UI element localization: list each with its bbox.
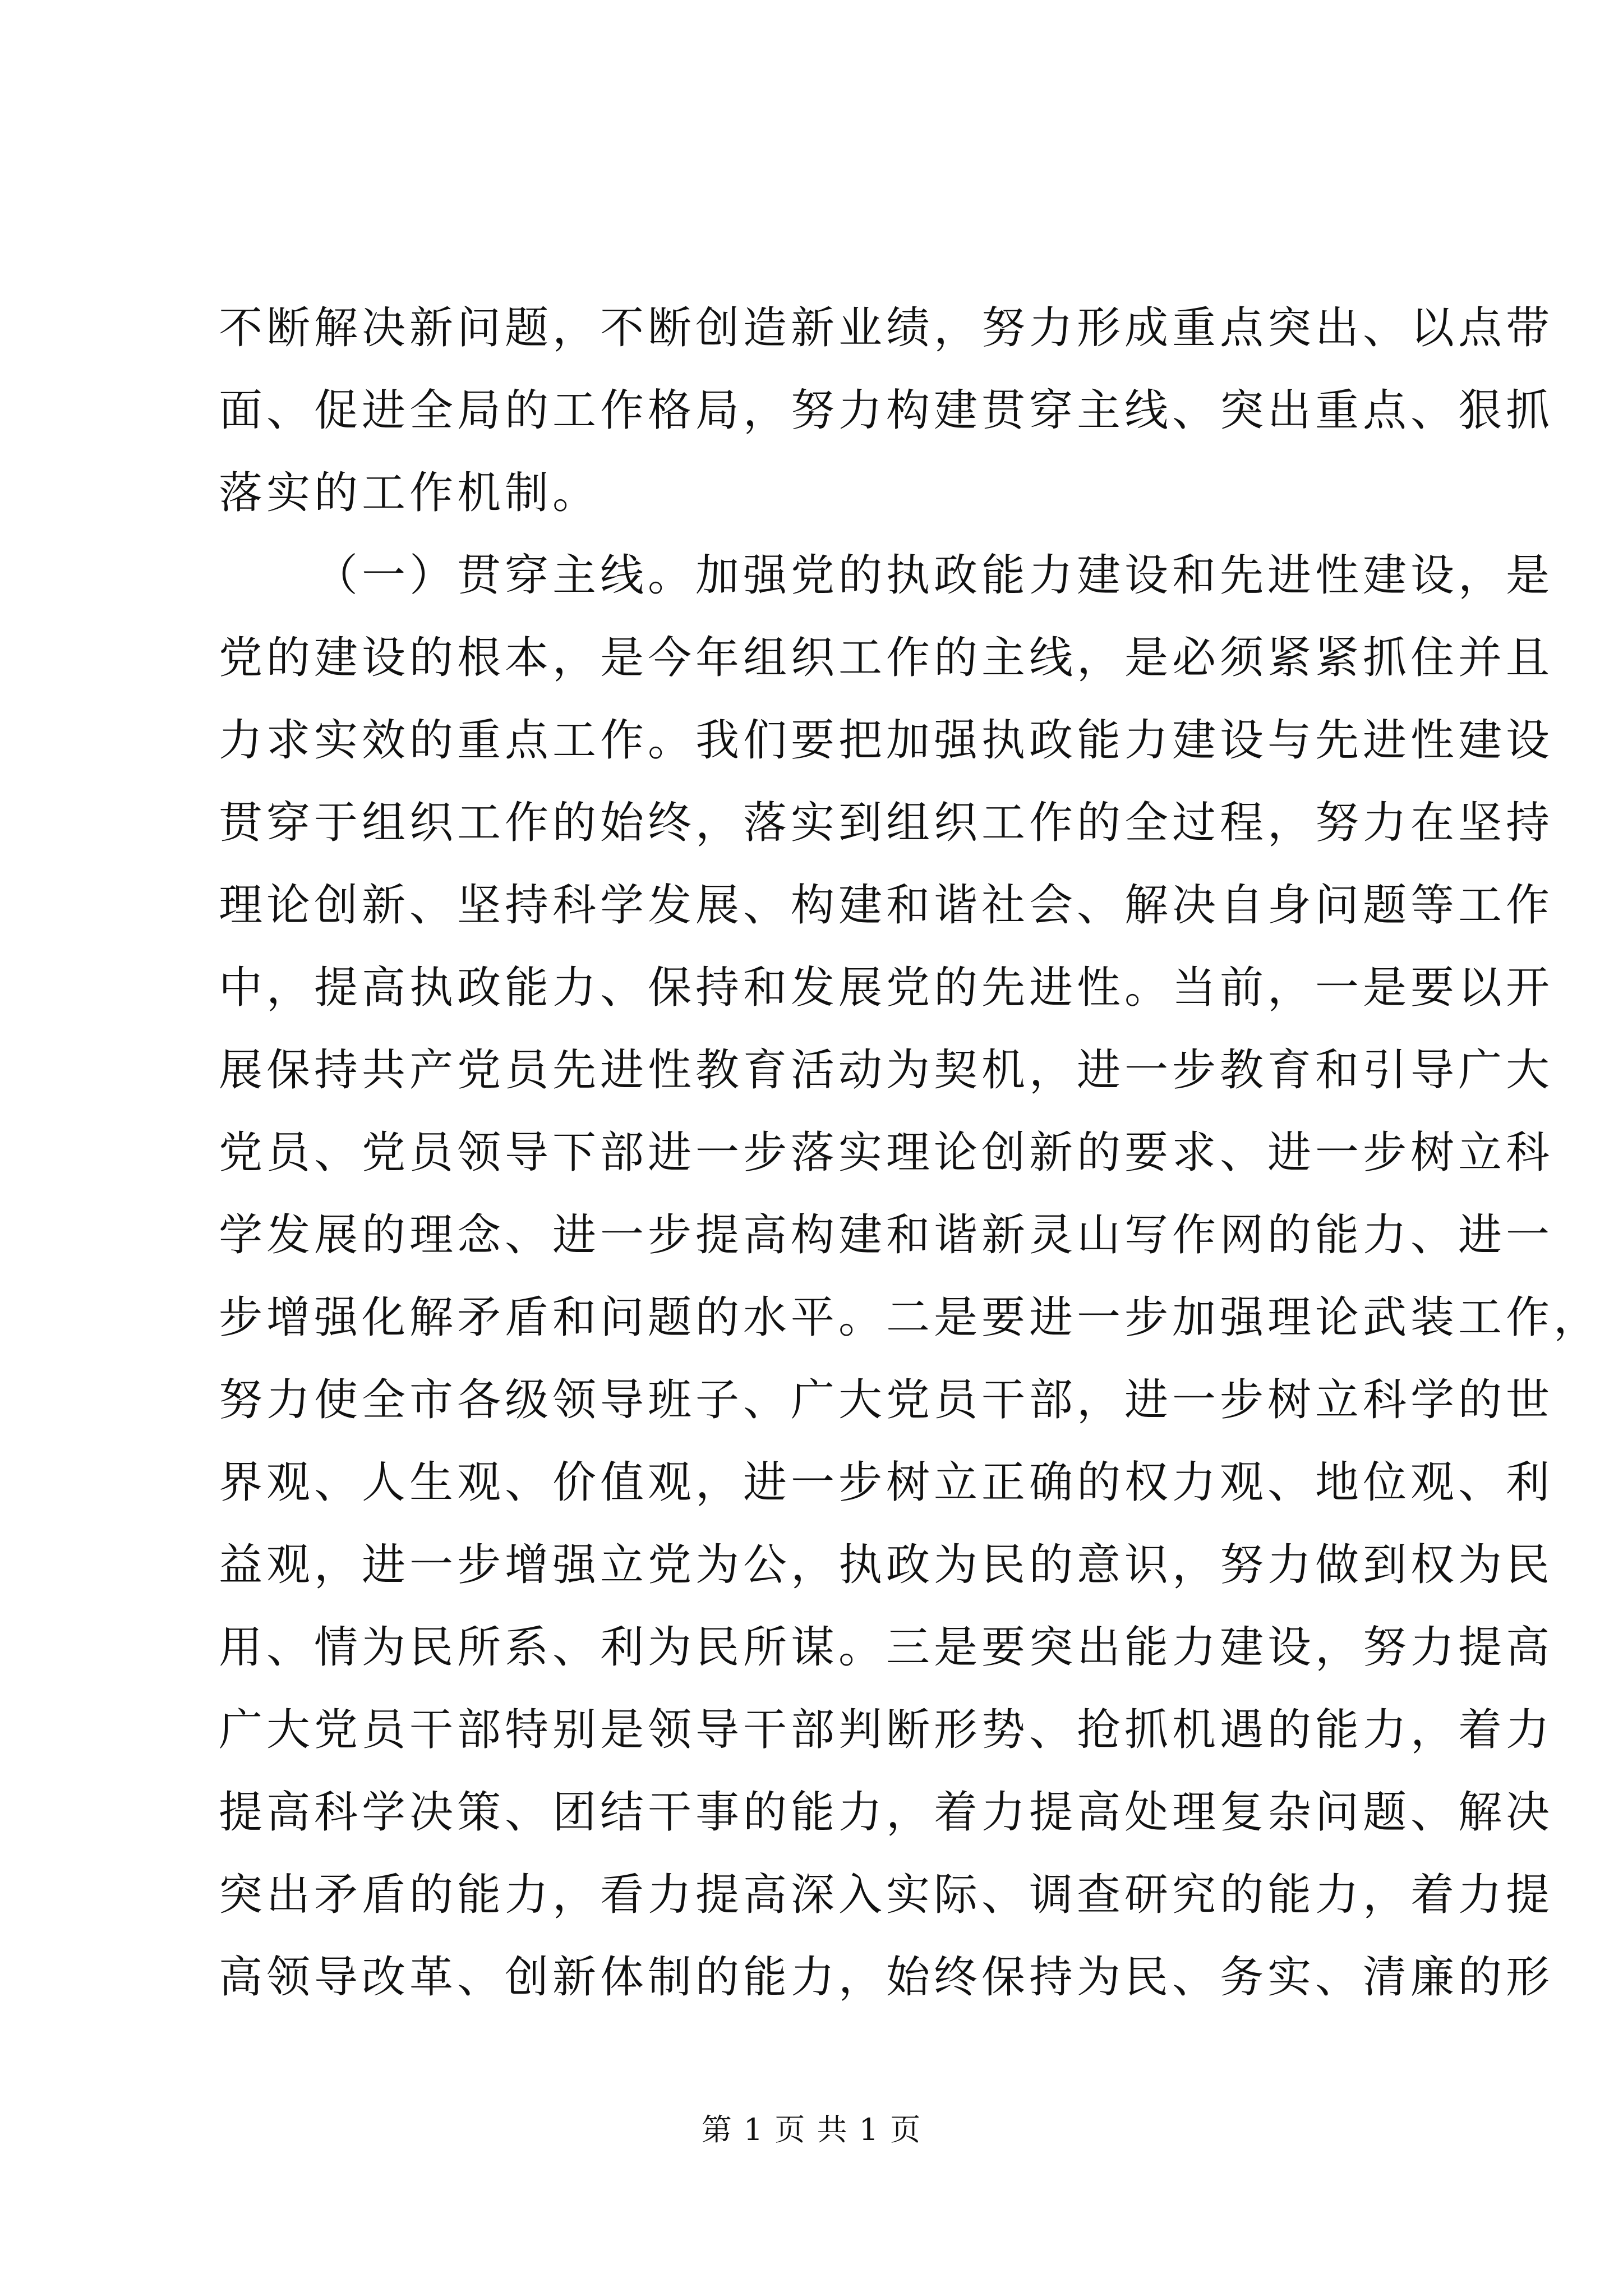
text-line: 突出矛盾的能力，看力提高深入实际、调查研究的能力，着力提 <box>219 1870 1554 1920</box>
text-line: 界观、人生观、价值观，进一步树立正确的权力观、地位观、利 <box>219 1457 1554 1508</box>
text-line: 努力使全市各级领导班子、广大党员干部，进一步树立科学的世 <box>219 1375 1554 1425</box>
text-line: 展保持共产党员先进性教育活动为契机，进一步教育和引导广大 <box>219 1045 1554 1096</box>
text-line: 益观，进一步增强立党为公，执政为民的意识，努力做到权为民 <box>219 1540 1554 1590</box>
text-line: 提高科学决策、团结干事的能力，着力提高处理复杂问题、解决 <box>219 1787 1554 1838</box>
text-line: 理论创新、坚持科学发展、构建和谐社会、解决自身问题等工作 <box>219 880 1554 931</box>
text-line: 广大党员干部特别是领导干部判断形势、抢抓机遇的能力，着力 <box>219 1705 1554 1755</box>
text-line: 中，提高执政能力、保持和发展党的先进性。当前，一是要以开 <box>219 963 1554 1013</box>
text-line: （一）贯穿主线。加强党的执政能力建设和先进性建设，是 <box>314 550 1554 601</box>
text-line: 贯穿于组织工作的始终，落实到组织工作的全过程，努力在坚持 <box>219 798 1554 848</box>
text-line: 力求实效的重点工作。我们要把加强执政能力建设与先进性建设 <box>219 715 1554 766</box>
text-line: 党的建设的根本，是今年组织工作的主线，是必须紧紧抓住并且 <box>219 633 1554 683</box>
text-line: 学发展的理念、进一步提高构建和谐新灵山写作网的能力、进一 <box>219 1210 1554 1260</box>
text-line: 面、促进全局的工作格局，努力构建贯穿主线、突出重点、狠抓 <box>219 385 1554 436</box>
text-line: 高领导改革、创新体制的能力，始终保持为民、务实、清廉的形 <box>219 1952 1554 2003</box>
page-footer: 第 1 页 共 1 页 <box>701 2112 922 2147</box>
text-line: 落实的工作机制。 <box>219 468 601 518</box>
text-line: 不断解决新问题，不断创造新业绩，努力形成重点突出、以点带 <box>219 303 1554 353</box>
text-line: 党员、党员领导下部进一步落实理论创新的要求、进一步树立科 <box>219 1128 1554 1178</box>
text-line: 用、情为民所系、利为民所谋。三是要突出能力建设，努力提高 <box>219 1622 1554 1673</box>
text-line: 步增强化解矛盾和问题的水平。二是要进一步加强理论武装工作， <box>219 1292 1602 1343</box>
